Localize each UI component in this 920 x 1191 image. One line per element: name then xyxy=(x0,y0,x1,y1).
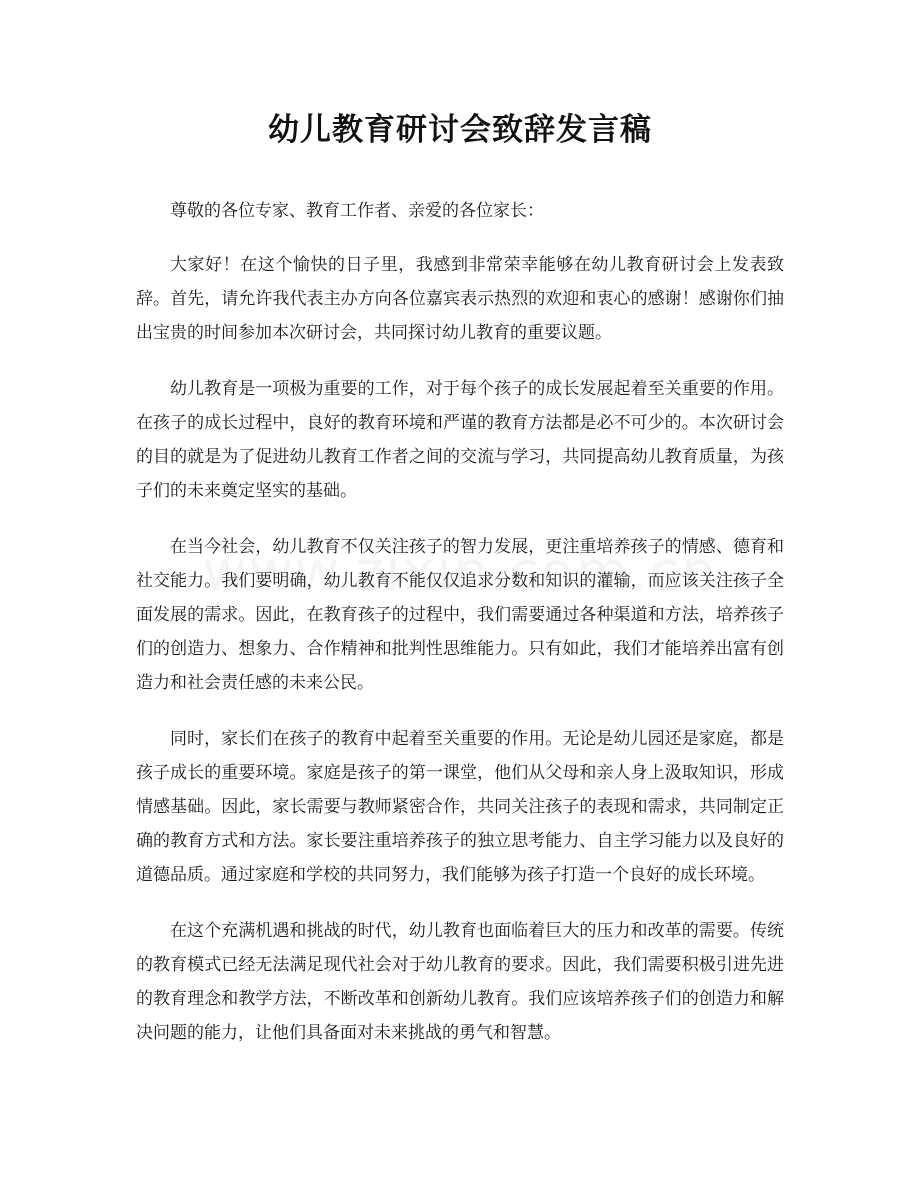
body-paragraph-5: 在这个充满机遇和挑战的时代，幼儿教育也面临着巨大的压力和改革的需要。传统的教育模式已经无法满足现代社会对于幼儿教育的要求。因此，我们需要积极引进先进的教育理念和教学方法，不断改革和创新幼儿教育。我们应该培养孩子们的创造力和解决问题的能力，让他们具备面对未来挑战的勇气和智慧。 xyxy=(136,921,784,1043)
body-paragraph-1: 大家好！在这个愉快的日子里，我感到非常荣幸能够在幼儿教育研讨会上发表致辞。首先，请允许我代表主办方向各位嘉宾表示热烈的欢迎和衷心的感谢！感谢你们抽出宝贵的时间参加本次研讨会，共同探讨幼儿教育的重要议题。 xyxy=(136,255,784,343)
body-paragraph-2: 幼儿教育是一项极为重要的工作，对于每个孩子的成长发展起着至关重要的作用。在孩子的成长过程中，良好的教育环境和严谨的教育方法都是必不可少的。本次研讨会的目的就是为了促进幼儿教育工作者之间的交流与学习，共同提高幼儿教育质量，为孩子们的未来奠定坚实的基础。 xyxy=(136,379,784,501)
salutation-paragraph: 尊敬的各位专家、教育工作者、亲爱的各位家长： xyxy=(170,201,544,221)
body-paragraph-4: 同时，家长们在孩子的教育中起着至关重要的作用。无论是幼儿园还是家庭，都是孩子成长的重要环境。家庭是孩子的第一课堂，他们从父母和亲人身上汲取知识，形成情感基础。因此，家长需要与教师紧密合作，共同关注孩子的表现和需求，共同制定正确的教育方式和方法。家长要注重培养孩子的独立思考能力、自主学习能力以及良好的道德品质。通过家庭和学校的共同努力，我们能够为孩子打造一个良好的成长环境。 xyxy=(136,729,784,885)
document-title: 幼儿教育研讨会致辞发言稿 xyxy=(268,112,652,148)
body-paragraph-3: 在当今社会，幼儿教育不仅关注孩子的智力发展，更注重培养孩子的情感、德育和社交能力。我们要明确，幼儿教育不能仅仅追求分数和知识的灌输，而应该关注孩子全面发展的需求。因此，在教育孩子的过程中，我们需要通过各种渠道和方法，培养孩子们的创造力、想象力、合作精神和批判性思维能力。只有如此，我们才能培养出富有创造力和社会责任感的未来公民。 xyxy=(136,537,784,693)
